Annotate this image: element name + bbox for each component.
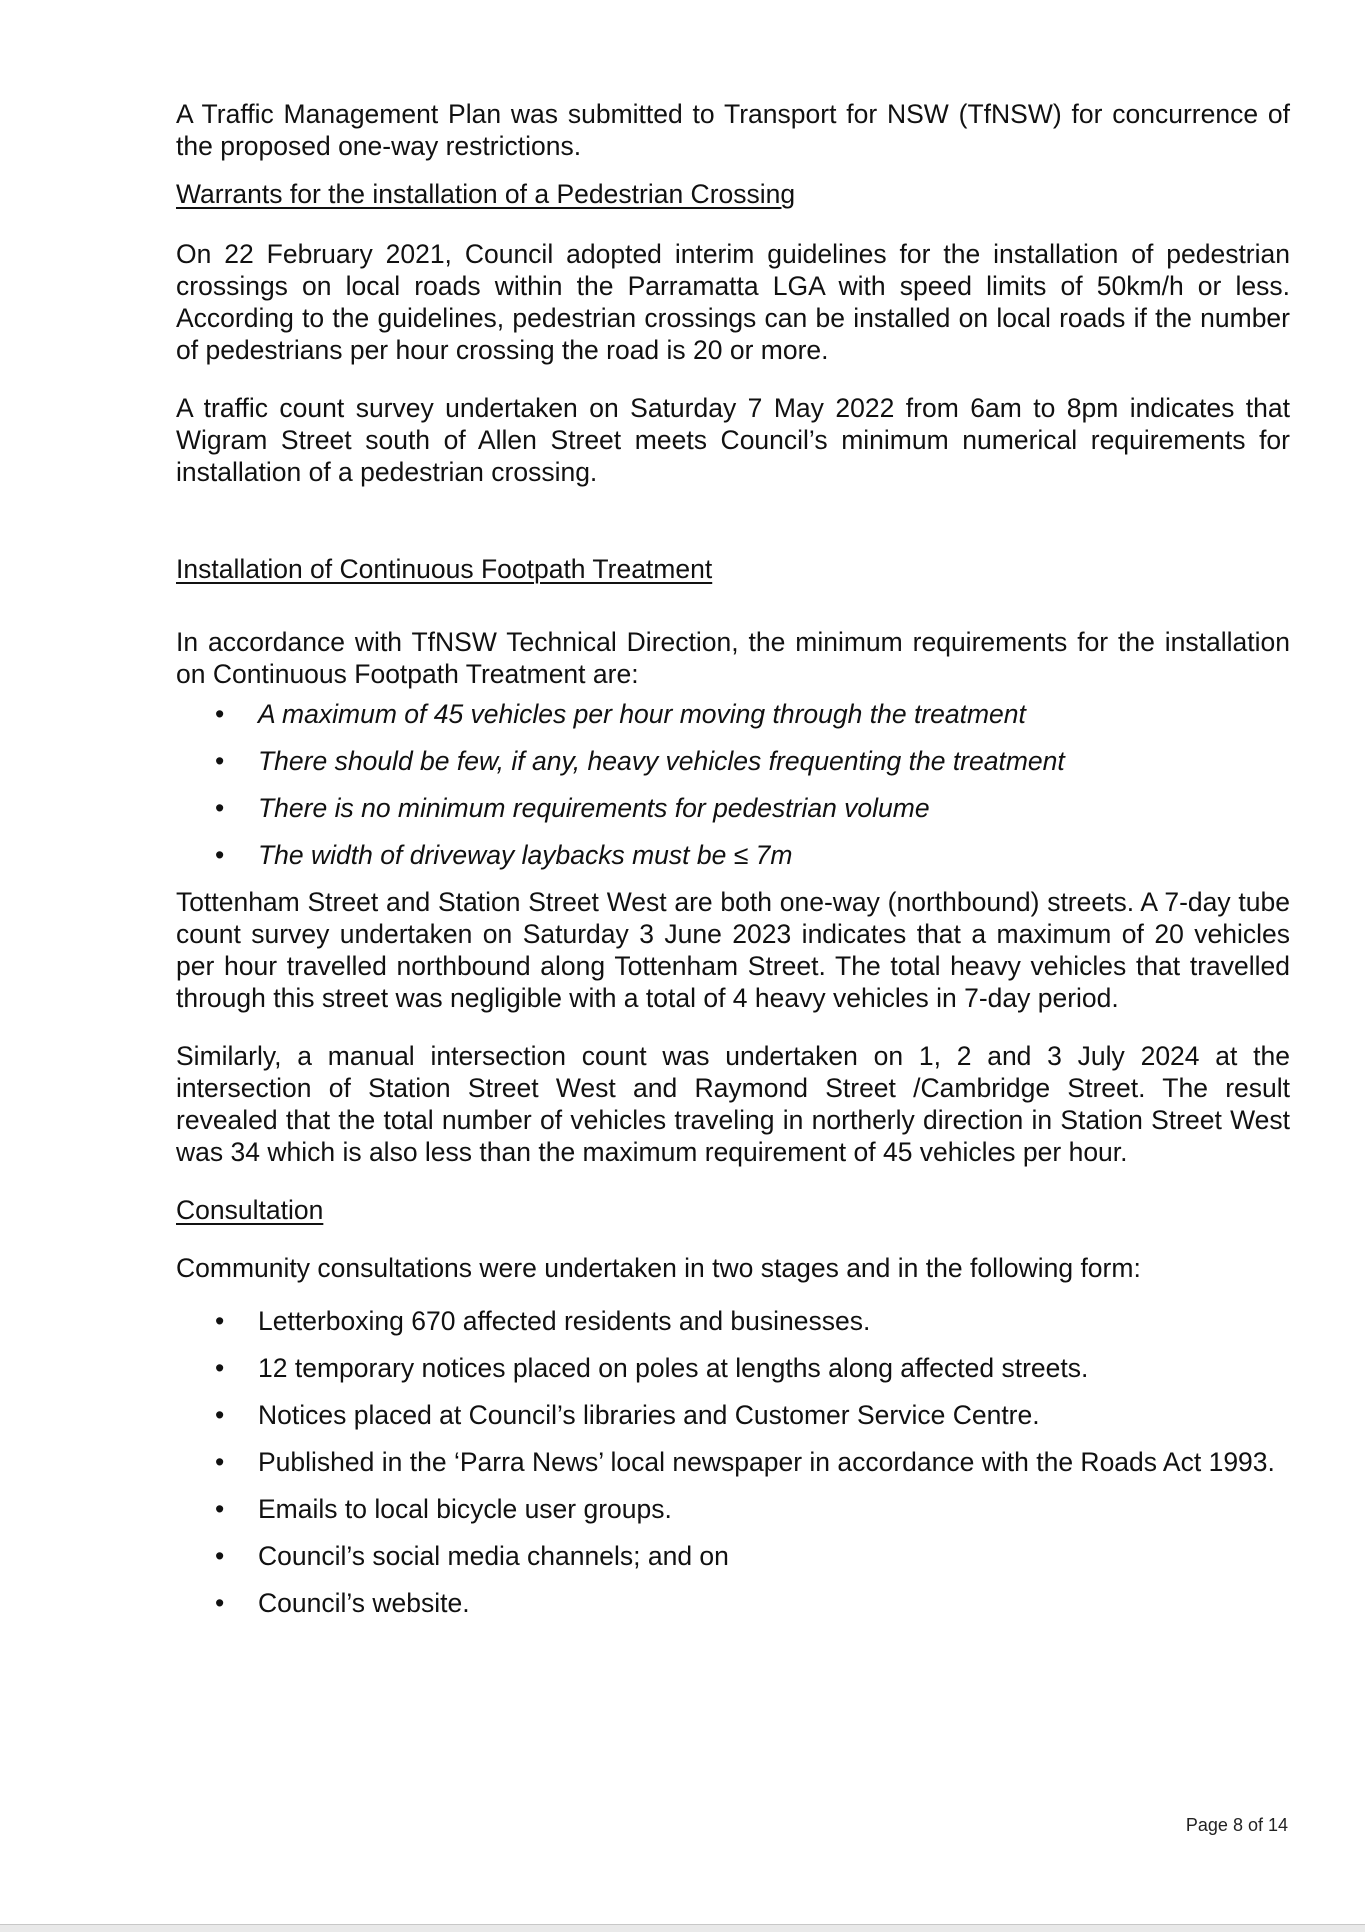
bullet-icon: • [215, 1494, 225, 1524]
paragraph-interim-guidelines: On 22 February 2021, Council adopted interim guidelines for the installation of pedestrian crossings on local roads within the Parramatta LGA with speed limits of 50km/h or less. According to the guidelines, pedestrian crossings can be installed on local roads if the number of pedestrians per hour crossing the road is 20 or more. [176, 239, 1290, 365]
list-item-text: The width of driveway laybacks must be ≤ 7m [258, 840, 793, 870]
bullet-icon: • [215, 699, 225, 729]
heading-continuous-footpath-treatment: Installation of Continuous Footpath Treatment [176, 554, 713, 584]
list-item [176, 1587, 1290, 1619]
list-item [176, 1446, 1290, 1478]
bullet-icon: • [215, 840, 225, 870]
page-number: Page 8 of 14 [1185, 1815, 1288, 1835]
list-item-text: There is no minimum requirements for pedestrian volume [258, 793, 930, 823]
bullet-icon: • [215, 1400, 225, 1430]
bullet-icon: • [215, 1447, 225, 1477]
bullet-icon: • [215, 1541, 225, 1571]
consultation-list [176, 1305, 1290, 1619]
list-item [176, 1305, 1290, 1337]
list-item-text: There should be few, if any, heavy vehicles frequenting the treatment [258, 746, 1065, 776]
paragraph-traffic-management-plan: A Traffic Management Plan was submitted to Transport for NSW (TfNSW) for concurrence of the proposed one-way restrictions. [176, 99, 1290, 161]
bullet-icon: • [215, 793, 225, 823]
list-item-text: Emails to local bicycle user groups. [258, 1494, 672, 1524]
paragraph-tottenham-street-survey: Tottenham Street and Station Street West are both one-way (northbound) streets. A 7-day tube count survey undertaken on Saturday 3 June 2023 indicates that a maximum of 20 vehicles per hour travelled northbound along Tottenham Street. The total heavy vehicles that travelled through this street was negligible with a total of 4 heavy vehicles in 7-day period. [176, 887, 1290, 1013]
heading-consultation: Consultation [176, 1195, 324, 1225]
requirements-list [176, 698, 1290, 871]
list-item [176, 1352, 1290, 1384]
list-item-text: 12 temporary notices placed on poles at lengths along affected streets. [258, 1353, 1089, 1383]
list-item [176, 792, 1290, 824]
bullet-icon: • [215, 1306, 225, 1336]
list-item-text: Notices placed at Council’s libraries and Customer Service Centre. [258, 1400, 1040, 1430]
list-item [176, 1540, 1290, 1572]
bullet-icon: • [215, 1353, 225, 1383]
bullet-icon: • [215, 746, 225, 776]
paragraph-community-consultations: Community consultations were undertaken in two stages and in the following form: [176, 1253, 1141, 1283]
list-item-text: Letterboxing 670 affected residents and businesses. [258, 1306, 871, 1336]
list-item [176, 745, 1290, 777]
list-item-text: Published in the ‘Parra News’ local newspaper in accordance with the Roads Act 1993. [258, 1447, 1275, 1477]
list-item-text: A maximum of 45 vehicles per hour moving through the treatment [258, 699, 1026, 729]
paragraph-traffic-count-survey: A traffic count survey undertaken on Saturday 7 May 2022 from 6am to 8pm indicates that Wigram Street south of Allen Street meets Council’s minimum numerical requirements for installation of a pedestrian crossing. [176, 393, 1290, 487]
heading-warrants-pedestrian-crossing: Warrants for the installation of a Pedestrian Crossing [176, 179, 796, 209]
paragraph-tfnsw-requirements: In accordance with TfNSW Technical Direction, the minimum requirements for the installation on Continuous Footpath Treatment are: [176, 627, 1290, 689]
page-bottom-divider [0, 1924, 1365, 1932]
list-item [176, 1493, 1290, 1525]
list-item [176, 839, 1290, 871]
list-item [176, 698, 1290, 730]
list-item [176, 1399, 1290, 1431]
bullet-icon: • [215, 1588, 225, 1618]
list-item-text: Council’s website. [258, 1588, 470, 1618]
paragraph-manual-intersection-count: Similarly, a manual intersection count was undertaken on 1, 2 and 3 July 2024 at the intersection of Station Street West and Raymond Street /Cambridge Street. The result revealed that the total number of vehicles traveling in northerly direction in Station Street West was 34 which is also less than the maximum requirement of 45 vehicles per hour. [176, 1041, 1290, 1167]
list-item-text: Council’s social media channels; and on [258, 1541, 729, 1571]
document-page [176, 98, 1290, 1634]
